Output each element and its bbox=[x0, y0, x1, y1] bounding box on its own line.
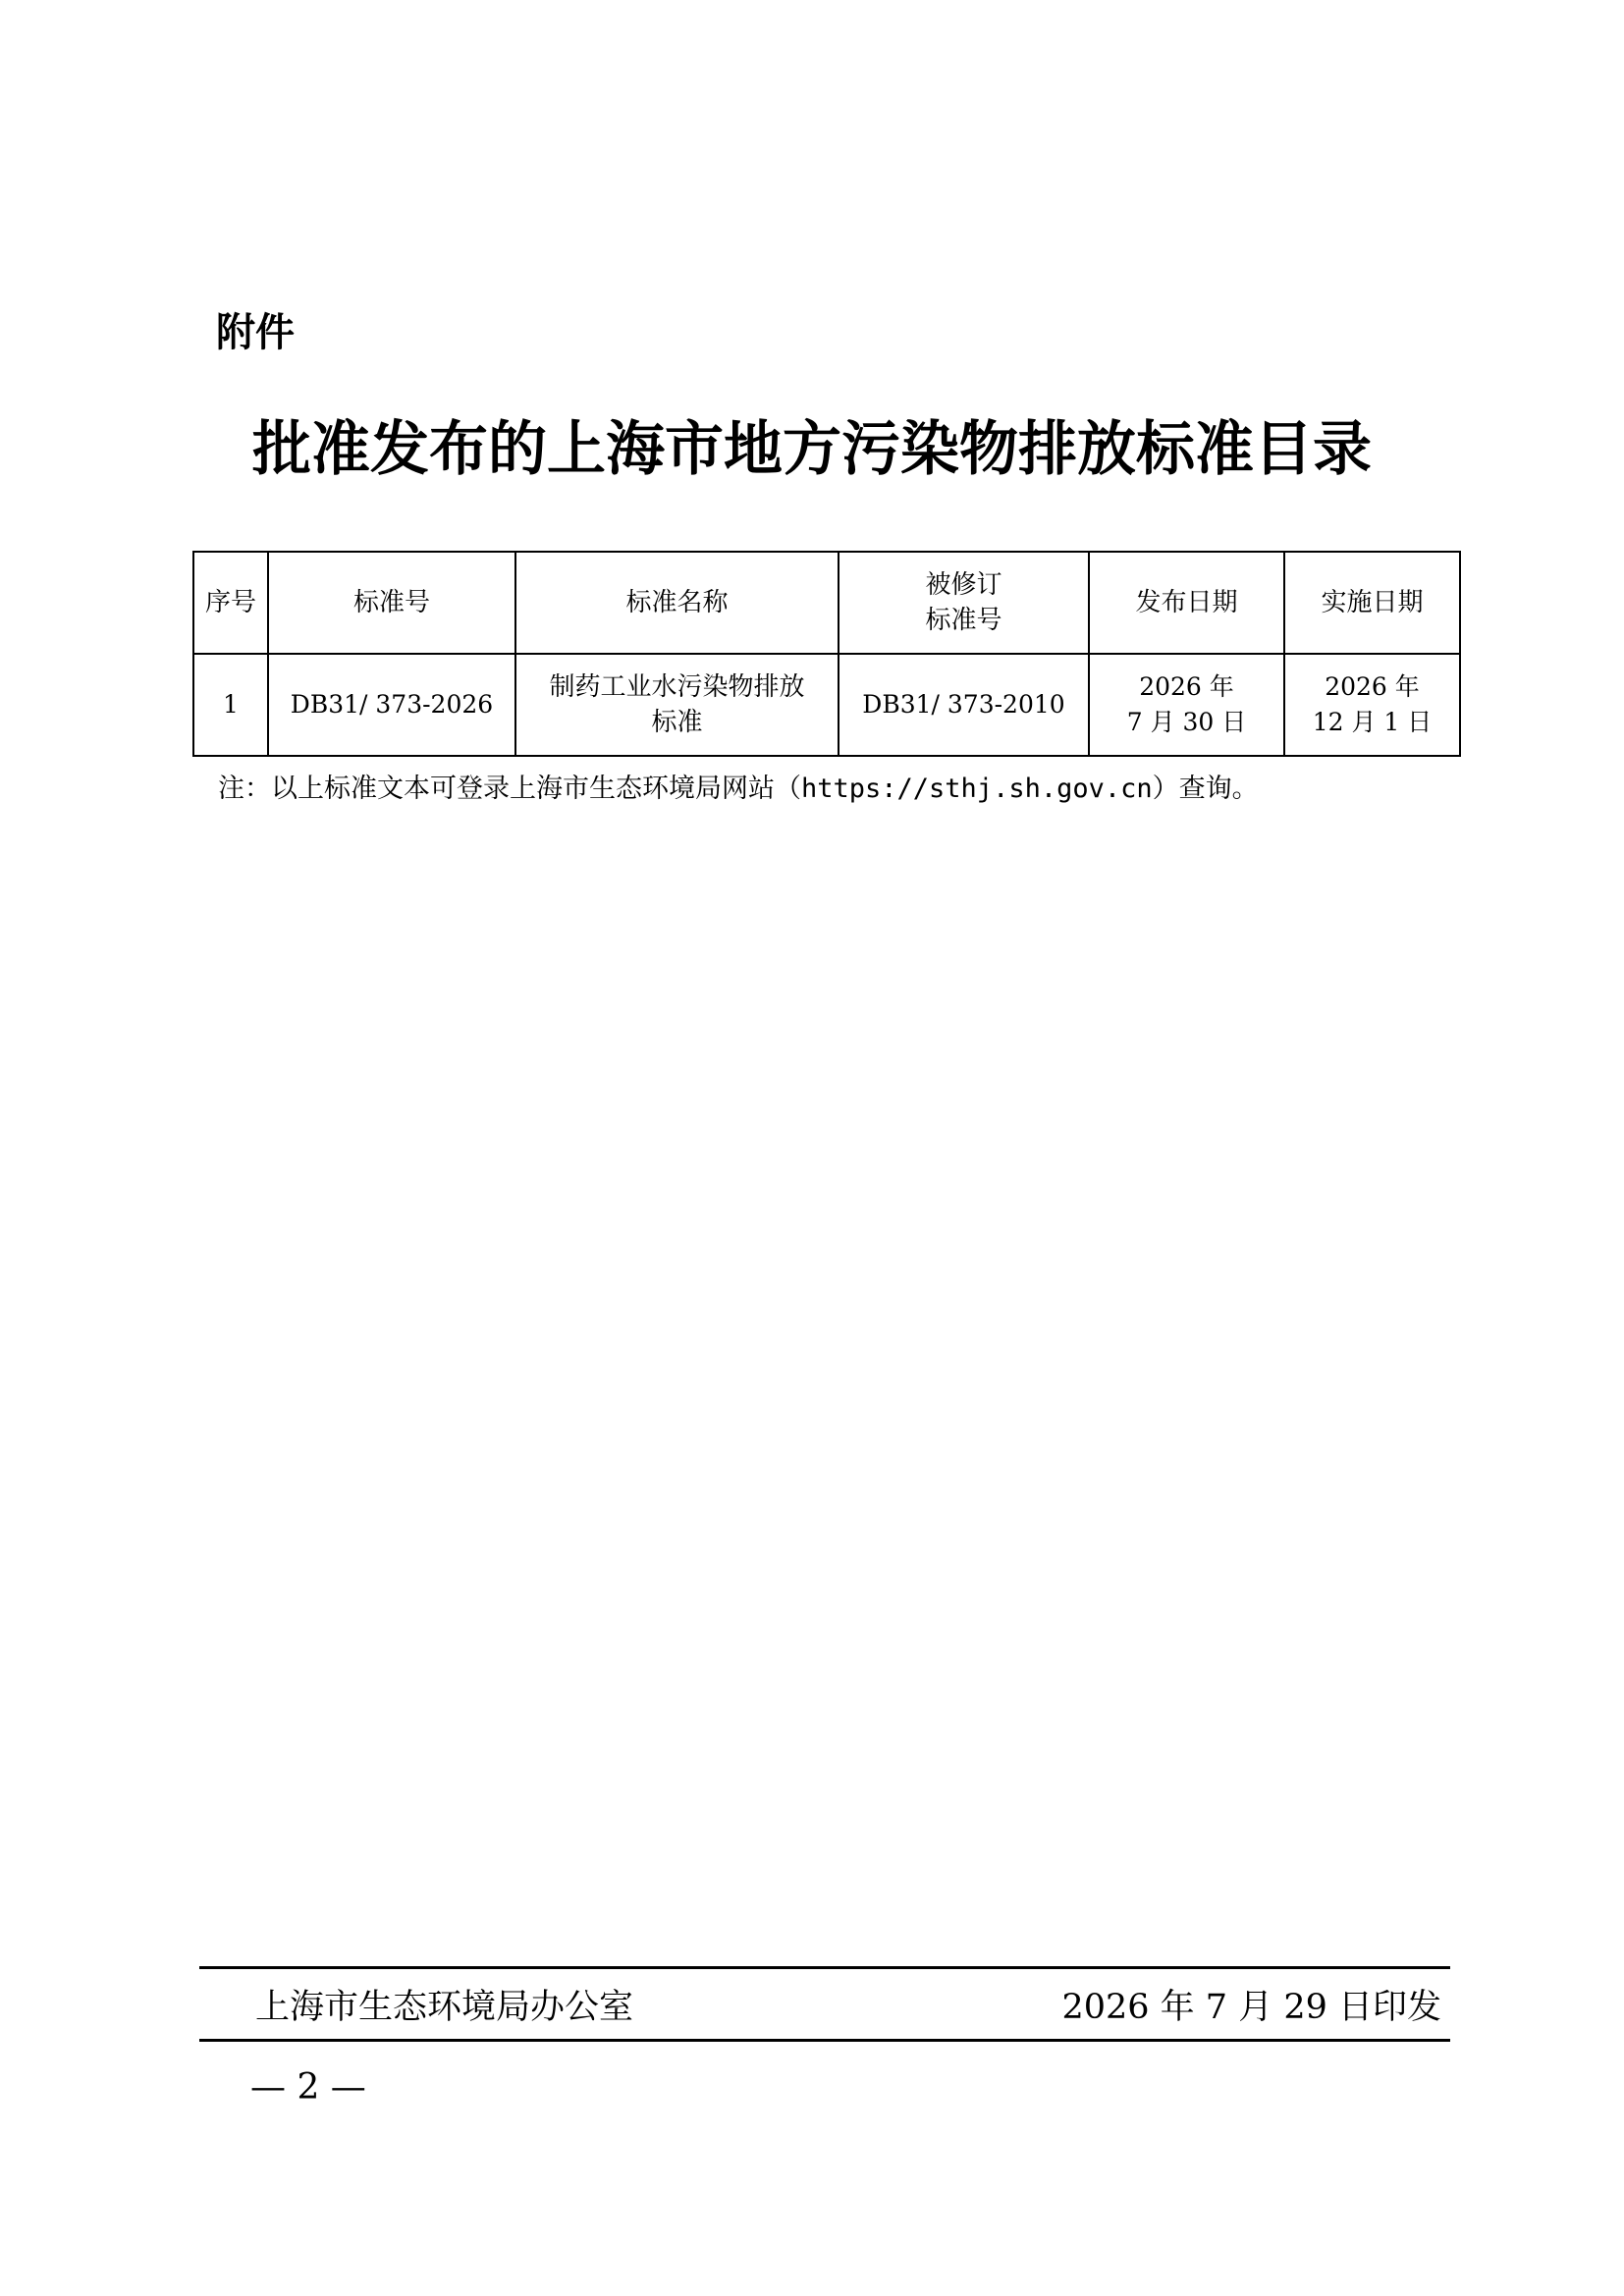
attachment-label: 附件 bbox=[216, 310, 295, 355]
header-revised-standard bbox=[839, 552, 1089, 654]
header-standard-number: 标准号 bbox=[268, 552, 515, 654]
footer-issue-date: 2026 年 7 月 29 日印发 bbox=[1061, 1988, 1441, 2027]
standards-table bbox=[192, 551, 1461, 757]
cell-standard-name bbox=[515, 654, 839, 756]
cell-effective-date-line2: 12 月 1 日 bbox=[1312, 708, 1433, 736]
table-note: 注：以上标准文本可登录上海市生态环境局网站（https://sthj.sh.gov.cn）查询。 bbox=[218, 774, 1259, 804]
cell-standard-name-line2: 标准 bbox=[651, 708, 703, 737]
footer-top-rule bbox=[199, 1966, 1450, 1969]
table-row bbox=[193, 654, 1460, 756]
cell-publish-date bbox=[1089, 654, 1284, 756]
table-header-row bbox=[193, 552, 1460, 654]
cell-effective-date bbox=[1284, 654, 1460, 756]
cell-effective-date-line1: 2026 年 bbox=[1325, 672, 1420, 701]
document-title: 批准发布的上海市地方污染物排放标准目录 bbox=[252, 415, 1372, 484]
cell-revised-standard: DB31/ 373-2010 bbox=[839, 654, 1089, 756]
header-standard-name: 标准名称 bbox=[515, 552, 839, 654]
page-number: — 2 — bbox=[250, 2067, 366, 2108]
header-publish-date: 发布日期 bbox=[1089, 552, 1284, 654]
header-revised-line1: 被修订 bbox=[925, 570, 1002, 600]
footer-issuer: 上海市生态环境局办公室 bbox=[255, 1988, 634, 2027]
header-effective-date: 实施日期 bbox=[1284, 552, 1460, 654]
cell-seq: 1 bbox=[193, 654, 268, 756]
header-seq: 序号 bbox=[193, 552, 268, 654]
cell-publish-date-line1: 2026 年 bbox=[1139, 672, 1234, 701]
cell-publish-date-line2: 7 月 30 日 bbox=[1126, 708, 1247, 736]
footer-bottom-rule bbox=[199, 2039, 1450, 2042]
cell-standard-name-line1: 制药工业水污染物排放 bbox=[549, 672, 805, 702]
header-revised-line2: 标准号 bbox=[925, 606, 1002, 635]
cell-standard-number: DB31/ 373-2026 bbox=[268, 654, 515, 756]
